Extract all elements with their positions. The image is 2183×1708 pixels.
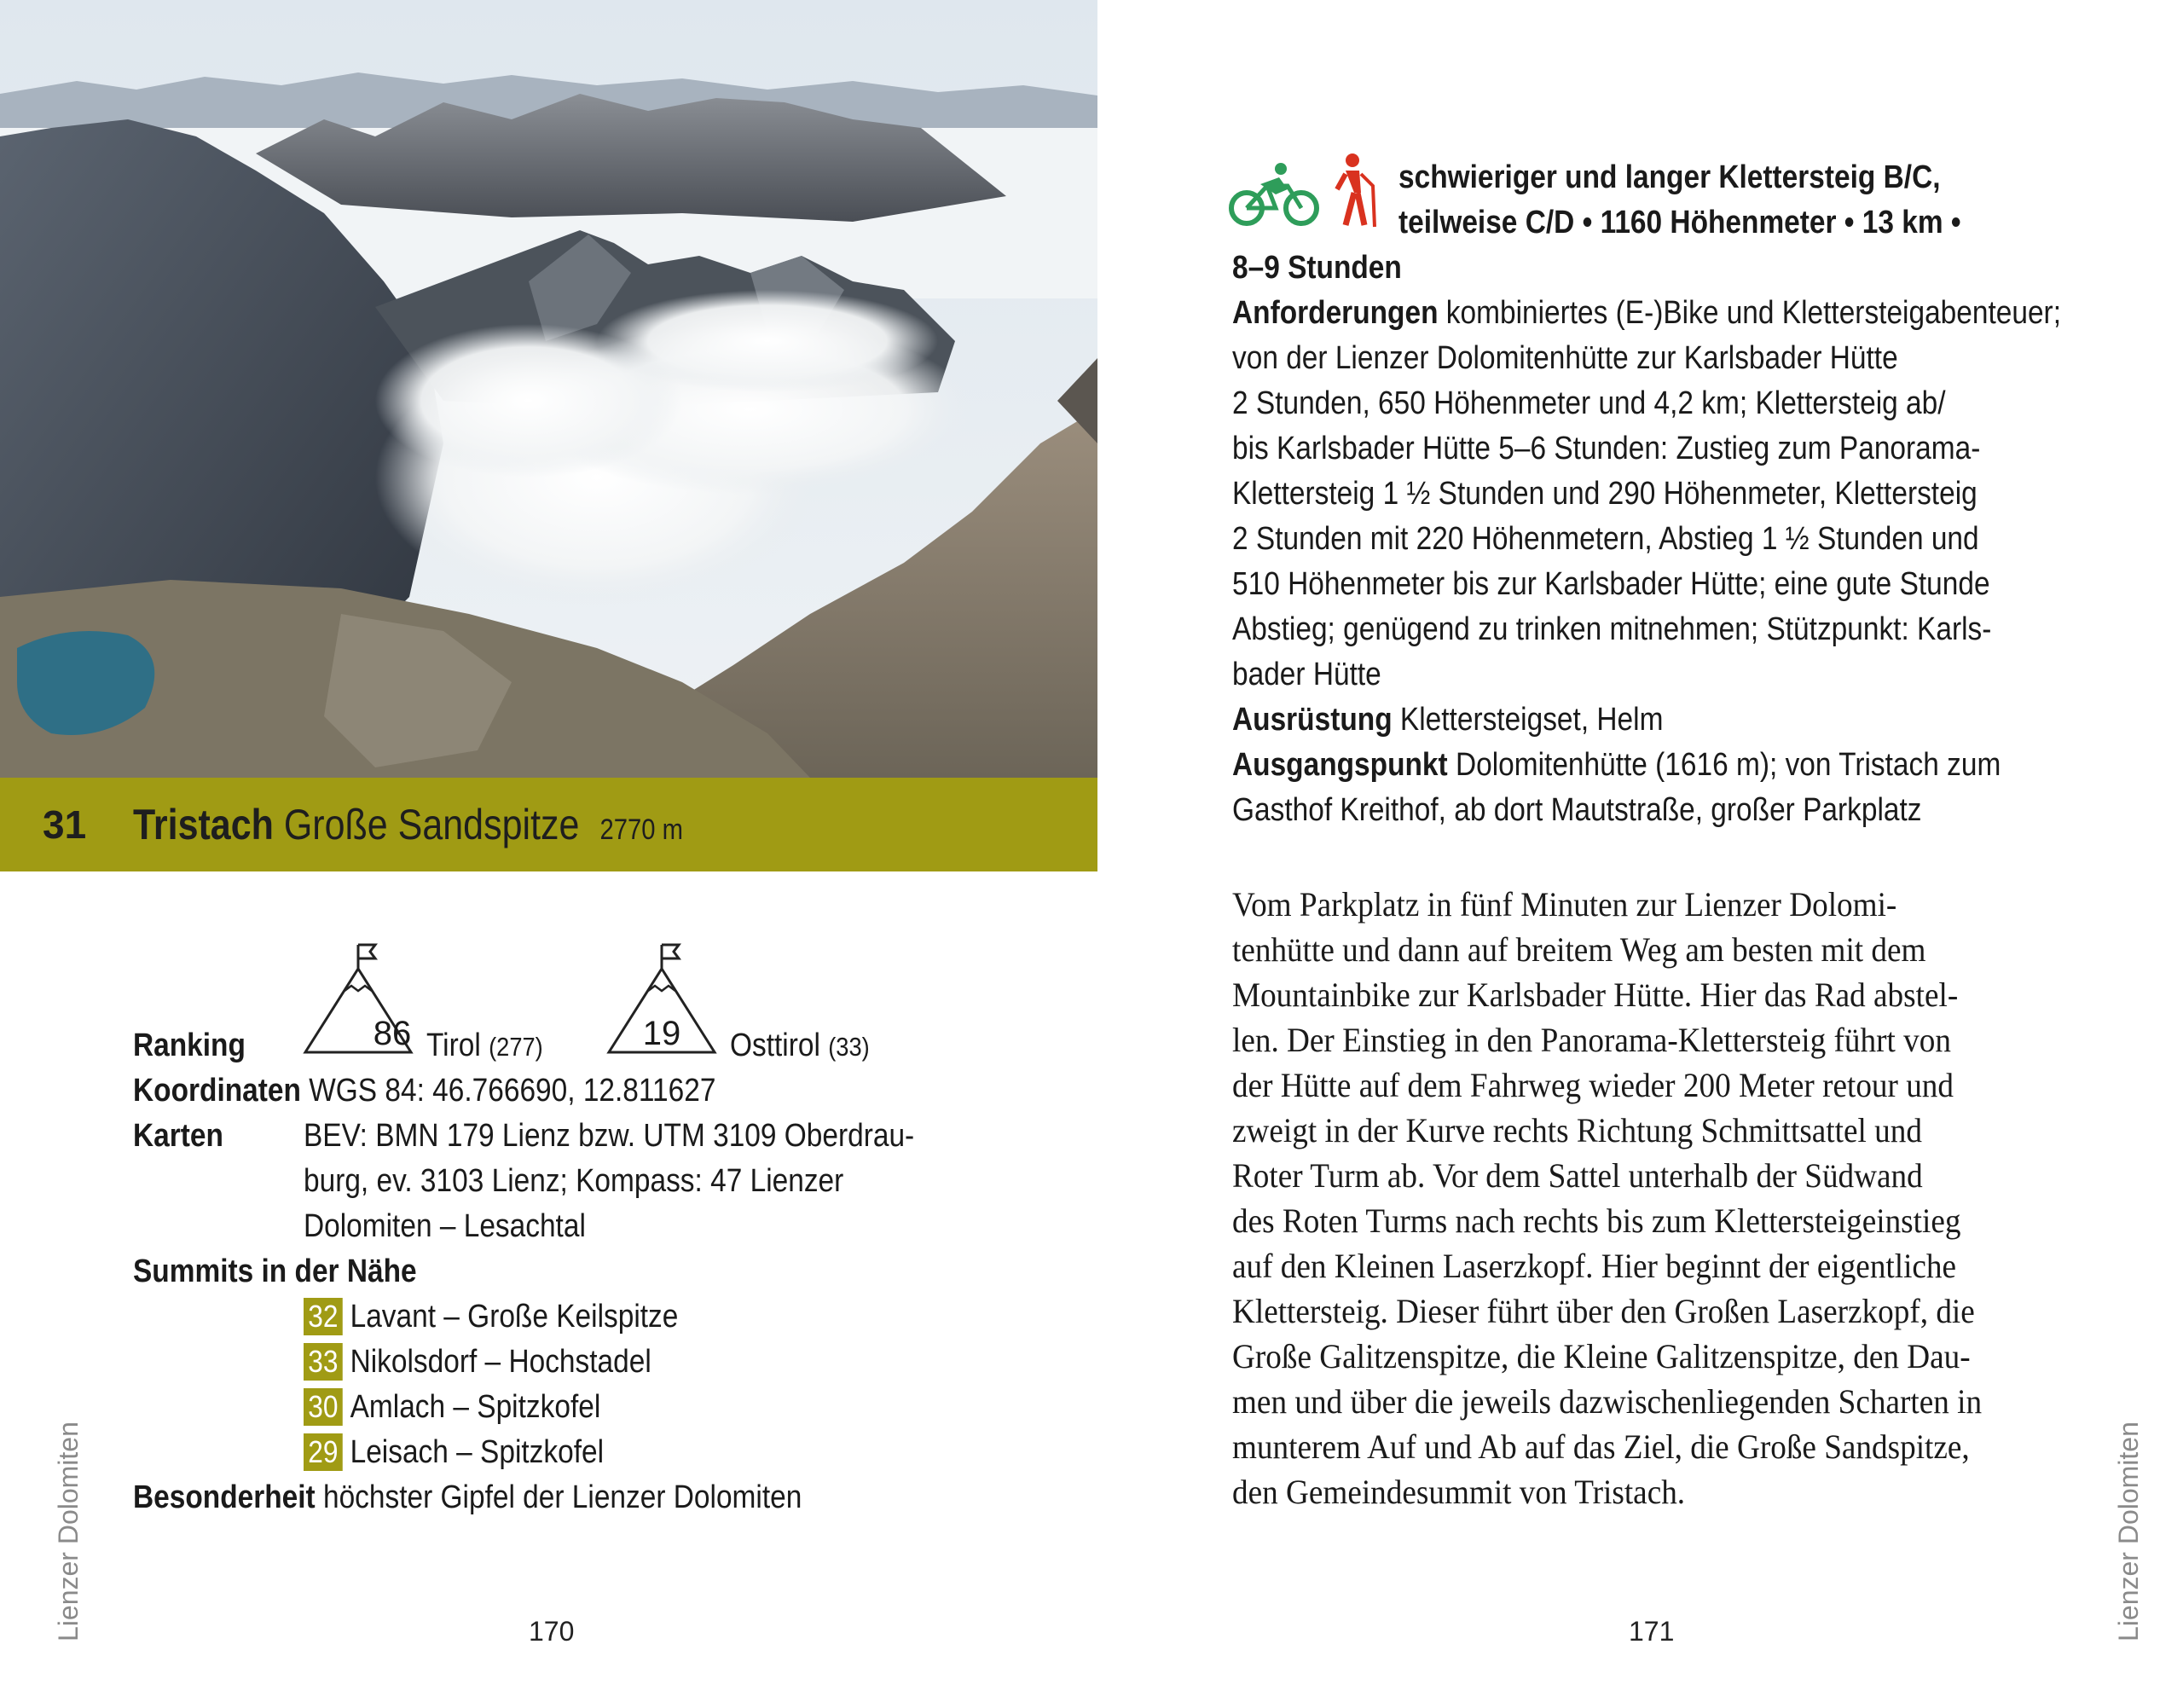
- special-value: höchster Gipfel der Lienzer Dolomiten: [322, 1479, 802, 1515]
- description-line: auf den Kleinen Laserzkopf. Hier beginnt der eigentliche: [1232, 1247, 1957, 1285]
- nearby-name: Nikolsdorf – Hochstadel: [350, 1344, 651, 1380]
- nearby-item[interactable]: [304, 1294, 729, 1340]
- nearby-name: Amlach – Spitzkofel: [350, 1389, 601, 1425]
- description-line: Große Galitzenspitze, die Kleine Galitzenspitze, den Dau-: [1232, 1337, 1971, 1375]
- requirements-line: bis Karlsbader Hütte 5–6 Stunden: Zustieg zum Panorama-: [1232, 431, 1981, 466]
- tour-title: [133, 800, 683, 849]
- nearby-number: 29: [304, 1433, 343, 1471]
- requirements-line: 2 Stunden mit 220 Höhenmetern, Abstieg 1 ½ Stunden und: [1232, 521, 1979, 557]
- equipment-value: Klettersteigset, Helm: [1399, 702, 1664, 738]
- tour-summit: Große Sandspitze: [283, 801, 580, 848]
- coords-label: Koordinaten: [133, 1073, 301, 1109]
- tour-title-bar: [0, 778, 1097, 871]
- tirol-label: Tirol: [426, 1028, 481, 1063]
- maps-label: Karten: [133, 1118, 223, 1154]
- special-label: Besonderheit: [133, 1479, 316, 1515]
- requirements-line: Abstieg; genügend zu trinken mitnehmen; Stützpunkt: Karls-: [1232, 611, 1992, 647]
- description-line: Klettersteig. Dieser führt über den Großen Laserzkopf, die: [1232, 1292, 1975, 1330]
- ranking-label: Ranking: [133, 1028, 246, 1063]
- description-line: Mountainbike zur Karlsbader Hütte. Hier das Rad abstel-: [1232, 976, 1959, 1014]
- maps-line: BEV: BMN 179 Lienz bzw. UTM 3109 Oberdrau-: [304, 1118, 915, 1154]
- start-line: Dolomitenhütte (1616 m); von Tristach zum: [1455, 747, 2001, 783]
- side-label-left: Lienzer Dolomiten: [53, 1421, 84, 1641]
- description-line: munterem Auf und Ab auf das Ziel, die Große Sandspitze,: [1232, 1427, 1970, 1466]
- tirol-rank: 86: [373, 1015, 412, 1052]
- osttirol-total: (33): [828, 1032, 870, 1062]
- summary-line: 8–9 Stunden: [1232, 250, 1402, 286]
- osttirol-rank: 19: [642, 1015, 681, 1052]
- maps-line: burg, ev. 3103 Lienz; Kompass: 47 Lienzer: [304, 1163, 844, 1199]
- description-line: men und über die jeweils dazwischenliegenden Scharten in: [1232, 1382, 1983, 1421]
- hiker-icon: [1330, 152, 1381, 229]
- nearby-item[interactable]: [304, 1385, 641, 1430]
- nearby-name: Leisach – Spitzkofel: [350, 1434, 605, 1470]
- requirements-line: 2 Stunden, 650 Höhenmeter und 4,2 km; Klettersteig ab/: [1232, 385, 1946, 421]
- requirements-label: Anforderungen: [1232, 295, 1439, 331]
- requirements-line: kombiniertes (E-)Bike und Klettersteigabenteuer;: [1445, 295, 2061, 331]
- mountainbike-icon: [1228, 160, 1322, 229]
- description-line: Roter Turm ab. Vor dem Sattel unterhalb der Südwand: [1232, 1156, 1923, 1195]
- nearby-number: 30: [304, 1388, 343, 1426]
- tour-number: 31: [43, 802, 87, 847]
- tirol-total: (277): [489, 1032, 543, 1062]
- nearby-item[interactable]: [304, 1340, 698, 1385]
- nearby-number: 33: [304, 1343, 343, 1381]
- description-line: tenhütte und dann auf breitem Weg am besten mit dem: [1232, 930, 1926, 969]
- requirements-line: Klettersteig 1 ½ Stunden und 290 Höhenmeter, Klettersteig: [1232, 476, 1977, 512]
- description-line: des Roten Turms nach rechts bis zum Klettersteigeinstieg: [1232, 1201, 1961, 1240]
- nearby-name: Lavant – Große Keilspitze: [350, 1299, 679, 1335]
- requirements-line: 510 Höhenmeter bis zur Karlsbader Hütte; eine gute Stunde: [1232, 566, 1990, 602]
- description-line: Vom Parkplatz in fünf Minuten zur Lienzer Dolomi-: [1232, 885, 1897, 923]
- nearby-label: Summits in der Nähe: [133, 1253, 417, 1289]
- equipment-label: Ausrüstung: [1232, 702, 1393, 738]
- nearby-number: 32: [304, 1298, 343, 1335]
- start-line: Gasthof Kreithof, ab dort Mautstraße, großer Parkplatz: [1232, 792, 1922, 828]
- description-line: len. Der Einstieg in den Panorama-Klettersteig führt von: [1232, 1021, 1951, 1059]
- tour-place: Tristach: [133, 801, 274, 848]
- mountain-photo: [0, 0, 1097, 778]
- activity-icons: [1228, 152, 1381, 233]
- requirements-line: von der Lienzer Dolomitenhütte zur Karlsbader Hütte: [1232, 340, 1898, 376]
- start-label: Ausgangspunkt: [1232, 747, 1448, 783]
- description-line: den Gemeindesummit von Tristach.: [1232, 1473, 1686, 1511]
- summary-line: teilweise C/D • 1160 Höhenmeter • 13 km •: [1398, 205, 1961, 240]
- tour-altitude: 2770 m: [599, 813, 684, 846]
- requirements-line: bader Hütte: [1232, 657, 1381, 692]
- maps-line: Dolomiten – Lesachtal: [304, 1208, 586, 1244]
- nearby-item[interactable]: [304, 1430, 645, 1475]
- page-number-left: 170: [529, 1616, 575, 1647]
- page-number-right: 171: [1629, 1616, 1675, 1647]
- description-line: zweigt in der Kurve rechts Richtung Schmittsattel und: [1232, 1111, 1922, 1149]
- osttirol-label: Osttirol: [730, 1028, 820, 1063]
- coords-value: WGS 84: 46.766690, 12.811627: [309, 1073, 716, 1109]
- description-line: der Hütte auf dem Fahrweg wieder 200 Meter retour und: [1232, 1066, 1954, 1104]
- side-label-right: Lienzer Dolomiten: [2113, 1421, 2144, 1641]
- summary-line: schwieriger und langer Klettersteig B/C,: [1398, 159, 1941, 195]
